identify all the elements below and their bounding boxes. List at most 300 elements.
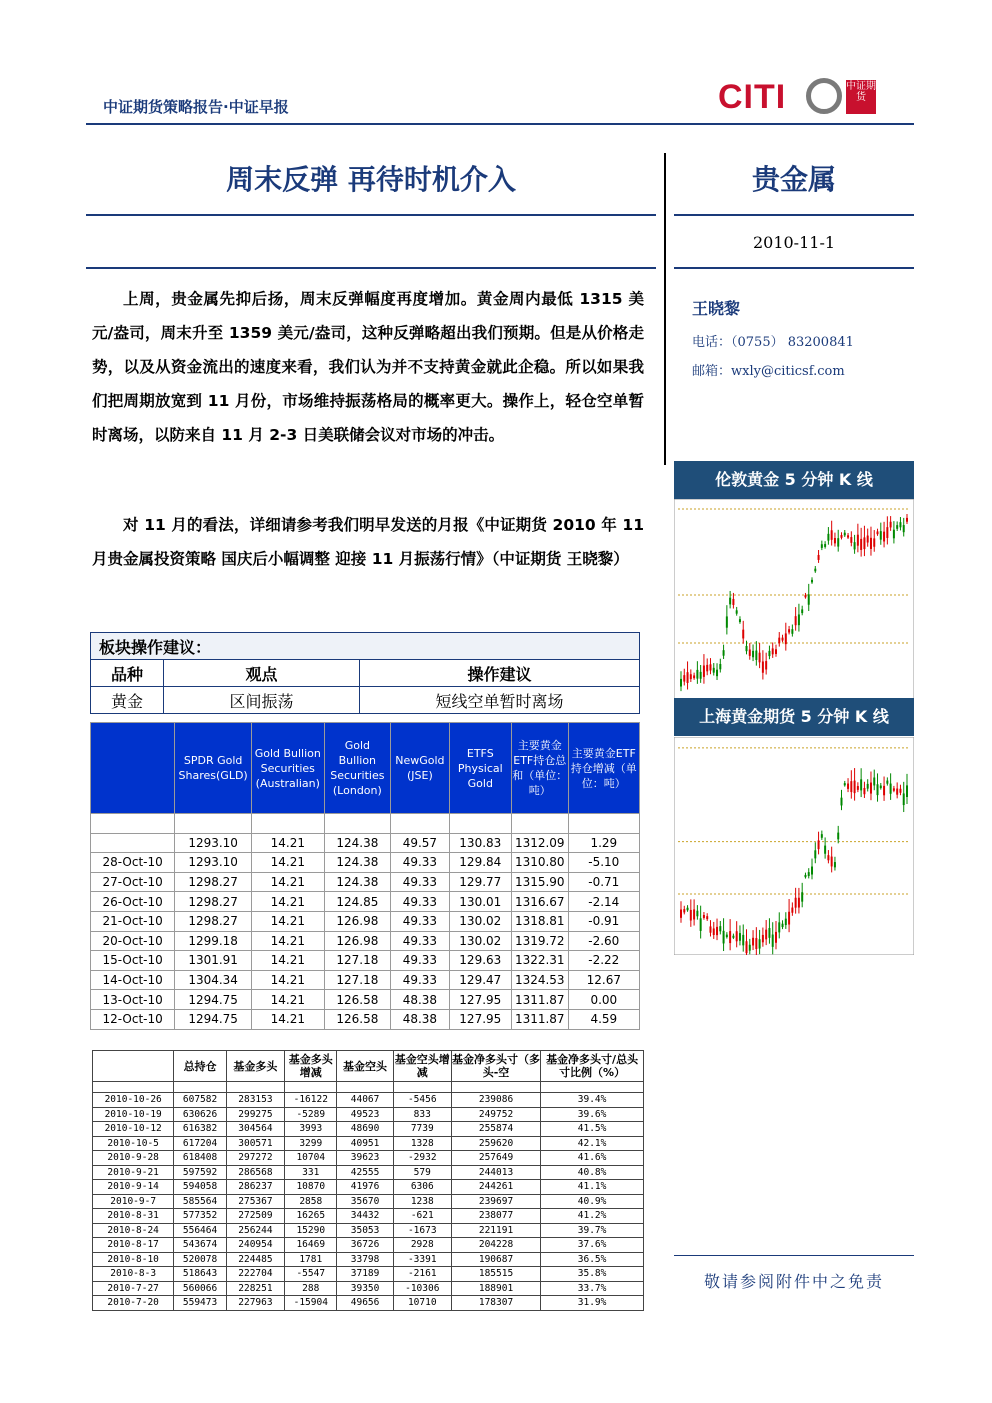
candle-body [863,788,865,794]
candle-body [906,785,908,797]
cftc-cell: 39.4% [541,1093,644,1108]
footer-rule [674,1255,914,1256]
candle-body [768,651,770,656]
etf-header-cell: Gold Bullion Securities (Australian) [251,723,324,814]
operation-caption: 板块操作建议： [91,633,640,660]
cftc-cell: 520078 [174,1252,226,1267]
candle-body [860,539,862,550]
cftc-cell: 41.2% [541,1209,644,1224]
candle-body [729,598,731,605]
candle-body [844,783,846,785]
table-row [93,1194,644,1209]
cftc-cell: 257649 [451,1151,540,1166]
cftc-header-cell: 基金净多头寸（多头-空 [451,1051,540,1082]
table-row [93,1136,644,1151]
cftc-cell: 16265 [285,1209,337,1224]
candle-body [877,531,879,534]
candle-body [765,661,767,669]
cftc-cell: 40.8% [541,1165,644,1180]
london-kline-chart [674,499,914,699]
etf-cell: 126.58 [324,990,390,1010]
table-row [93,1281,644,1296]
table-row [93,1093,644,1108]
candle-body [709,664,711,670]
table-row [93,1107,644,1122]
etf-cell: 21-Oct-10 [91,911,175,931]
ops-header-variety: 品种 [91,660,164,687]
etf-cell: 129.84 [449,853,511,873]
cftc-cell: 2858 [285,1194,337,1209]
table-row [93,1122,644,1137]
candle-body [690,910,692,921]
candle-body [870,783,872,794]
shanghai-kline-chart [674,737,914,955]
cftc-cell: -2161 [393,1267,451,1282]
cftc-cell: 1328 [393,1136,451,1151]
candle-body [719,664,721,669]
candle-body [890,522,892,528]
candle-body [746,941,748,953]
etf-header-cell [91,723,175,814]
candle-body [749,945,751,951]
etf-cell: 26-Oct-10 [91,892,175,912]
cftc-cell: 35053 [337,1223,393,1238]
cftc-cell: 10710 [393,1296,451,1311]
candle-body [775,932,777,943]
paragraph-text: 上周，贵金属先抑后扬，周末反弹幅度再度增加。黄金周内最低 1315 美元/盎司，周末升至 1359 美元/盎司，这种反弹略超出我们预期。但是从价格走势，以及从资金流出的速度来看，我们认为并不支持黄金就此企稳。所以如果我们把周期放宽到 11 月份，市场维持振荡格局的概率更大。操作上，轻仓空单暂时离场，以防来自 11 月 2-3 日美联储会议对市场的冲击。 [92,290,644,444]
etf-cell: 0.00 [568,990,639,1010]
etf-cell: 130.01 [449,892,511,912]
candle-body [726,616,728,627]
candle-body [693,909,695,919]
cftc-cell: 33.7% [541,1281,644,1296]
cftc-cell: 228251 [226,1281,284,1296]
ops-header-view: 观点 [164,660,360,687]
shanghai-kline-svg [674,737,914,955]
etf-cell: 126.58 [324,1009,390,1029]
cftc-cell: 239697 [451,1194,540,1209]
cftc-cell: 299275 [226,1107,284,1122]
etf-cell: 15-Oct-10 [91,951,175,971]
candle-body [886,781,888,784]
candle-body [883,532,885,542]
etf-cell: 127.95 [449,990,511,1010]
candle-body [703,665,705,676]
candle-body [752,938,754,946]
candle-body [831,857,833,867]
cftc-cell: 36.5% [541,1252,644,1267]
etf-cell: 48.38 [391,1009,450,1029]
sector-title: 贵金属 [751,163,836,196]
cftc-cell: 39.7% [541,1223,644,1238]
logo-wordmark: CITI [718,78,787,116]
candle-body [811,867,813,875]
candle-body [736,931,738,941]
cftc-cell: 238077 [451,1209,540,1224]
cftc-cell: 39623 [337,1151,393,1166]
candle-body [706,916,708,919]
candle-body [716,670,718,676]
table-row [91,814,640,834]
table-row [93,1165,644,1180]
ops-header-advice: 操作建议 [360,660,640,687]
etf-cell: 14.21 [251,872,324,892]
etf-cell: 1304.34 [175,970,252,990]
cftc-cell: 41.6% [541,1151,644,1166]
cftc-cell: 42.1% [541,1136,644,1151]
cftc-cell: 31.9% [541,1296,644,1311]
cftc-cell: 2010-10-5 [93,1136,174,1151]
candle-body [903,793,905,805]
candle-body [854,542,856,549]
ops-cell-advice: 短线空单暂时离场 [360,687,640,714]
candle-body [696,670,698,679]
cftc-cell: 556464 [174,1223,226,1238]
candle-body [795,898,797,908]
etf-cell: 49.33 [391,931,450,951]
etf-cell [324,814,390,834]
etf-cell: -0.91 [568,911,639,931]
candle-body [847,784,849,789]
cftc-cell: 40951 [337,1136,393,1151]
candle-body [893,530,895,539]
gold-etf-table [90,722,640,1030]
cftc-cell: 617204 [174,1136,226,1151]
shanghai-chart-header: 上海黄金期货 5 分钟 K 线 [674,698,914,736]
cftc-cell: 37189 [337,1267,393,1282]
etf-cell: -0.71 [568,872,639,892]
etf-cell: 49.33 [391,970,450,990]
etf-cell: 1294.75 [175,990,252,1010]
candle-body [791,908,793,913]
table-row [93,1180,644,1195]
cftc-cell: 49523 [337,1107,393,1122]
candle-body [827,855,829,860]
cftc-header-cell: 基金净多头寸/总头寸比例（%） [541,1051,644,1082]
cftc-cell: 48690 [337,1122,393,1137]
cftc-cell: 2010-10-12 [93,1122,174,1137]
cftc-header-cell [93,1051,174,1082]
title-rule-right [674,214,914,216]
candle-body [755,938,757,949]
cftc-cell: 585564 [174,1194,226,1209]
etf-cell: 1298.27 [175,872,252,892]
candle-body [700,918,702,931]
etf-cell: -2.22 [568,951,639,971]
cftc-cell: -3391 [393,1252,451,1267]
cftc-cell: 204228 [451,1238,540,1253]
cftc-cell: 2010-10-19 [93,1107,174,1122]
candle-body [860,779,862,790]
etf-cell: 49.33 [391,853,450,873]
candle-body [759,939,761,948]
cftc-cell: 616382 [174,1122,226,1137]
etf-cell: 27-Oct-10 [91,872,175,892]
etf-cell: 1293.10 [175,833,252,853]
candle-body [680,679,682,687]
candle-body [850,537,852,543]
author-phone: 电话：（0755） 83200841 [692,335,854,350]
candle-body [732,599,734,605]
etf-header-cell: NewGold (JSE) [391,723,450,814]
cftc-cell: 259620 [451,1136,540,1151]
cftc-cell: 1238 [393,1194,451,1209]
cftc-header-cell: 基金多头增减 [285,1051,337,1082]
etf-cell [91,833,175,853]
logo-box: 中证期货 [846,80,876,114]
cftc-cell: -16122 [285,1093,337,1108]
etf-cell: 1316.67 [511,892,568,912]
table-row [93,1238,644,1253]
cftc-cell: -5456 [393,1093,451,1108]
cftc-position-table [92,1050,644,1311]
cftc-cell: -10306 [393,1281,451,1296]
cftc-cell: 190687 [451,1252,540,1267]
cftc-cell: 35.8% [541,1267,644,1282]
cftc-cell: 249752 [451,1107,540,1122]
etf-cell: 1322.31 [511,951,568,971]
cftc-cell: 560066 [174,1281,226,1296]
cftc-cell: 300571 [226,1136,284,1151]
candle-body [877,784,879,795]
etf-cell: 14.21 [251,990,324,1010]
cftc-cell: 10704 [285,1151,337,1166]
etf-header-cell: Gold Bullion Securities (London) [324,723,390,814]
cftc-cell: 618408 [174,1151,226,1166]
cftc-cell: 224485 [226,1252,284,1267]
candle-body [768,928,770,938]
candle-body [723,650,725,656]
candle-body [899,522,901,527]
candle-body [778,638,780,644]
candle-body [687,908,689,911]
candle-body [850,781,852,792]
candle-body [716,927,718,935]
cftc-cell: 188901 [451,1281,540,1296]
etf-cell: 126.98 [324,911,390,931]
cftc-cell: 2010-7-27 [93,1281,174,1296]
candle-body [840,535,842,538]
candle-body [775,649,777,654]
candle-body [814,850,816,858]
candle-body [749,650,751,656]
etf-cell: 1298.27 [175,911,252,931]
candle-body [831,530,833,540]
etf-cell: 1298.27 [175,892,252,912]
etf-cell: 124.38 [324,833,390,853]
etf-cell [511,814,568,834]
table-row [91,872,640,892]
candle-body [847,535,849,537]
cftc-cell: 256244 [226,1223,284,1238]
etf-cell: 130.02 [449,911,511,931]
cftc-cell: 2010-8-3 [93,1267,174,1282]
candle-body [896,789,898,795]
cftc-header-cell: 基金空头 [337,1051,393,1082]
cftc-cell: 1781 [285,1252,337,1267]
cftc-cell: 41976 [337,1180,393,1195]
cftc-cell: -1673 [393,1223,451,1238]
cftc-cell: 597592 [174,1165,226,1180]
table-row [93,1223,644,1238]
date-rule-right [674,267,914,269]
etf-cell: 28-Oct-10 [91,853,175,873]
report-series-title: 中证期货策略报告·中证早报 [103,98,289,116]
candle-body [729,931,731,943]
cftc-cell: 41.1% [541,1180,644,1195]
etf-cell: 124.38 [324,853,390,873]
cftc-header-cell: 总持仓 [174,1051,226,1082]
etf-cell: 4.59 [568,1009,639,1029]
candle-body [867,536,869,543]
cftc-header-cell: 基金空头增减 [393,1051,451,1082]
cftc-cell: 518643 [174,1267,226,1282]
cftc-cell: 39350 [337,1281,393,1296]
cftc-cell: 222704 [226,1267,284,1282]
table-row [91,931,640,951]
header-rule [86,123,914,125]
etf-cell: -2.14 [568,892,639,912]
candle-body [713,668,715,673]
etf-cell [91,814,175,834]
cftc-cell: -15904 [285,1296,337,1311]
candle-body [690,674,692,679]
candle-body [818,555,820,560]
candle-body [801,609,803,613]
candle-body [693,675,695,678]
cftc-cell: 10870 [285,1180,337,1195]
etf-cell: 1293.10 [175,853,252,873]
cftc-cell: -2932 [393,1151,451,1166]
etf-cell: 127.18 [324,951,390,971]
cftc-cell: 178307 [451,1296,540,1311]
candle-body [742,630,744,639]
etf-cell [568,814,639,834]
candle-body [870,538,872,549]
cftc-cell: 2010-7-20 [93,1296,174,1311]
etf-cell: 1.29 [568,833,639,853]
etf-cell: 14.21 [251,911,324,931]
etf-cell: 14.21 [251,931,324,951]
table-row [91,833,640,853]
etf-cell: 49.33 [391,892,450,912]
etf-cell: 124.38 [324,872,390,892]
london-kline-svg [674,499,914,699]
author-name: 王晓黎 [692,299,741,318]
candle-body [821,834,823,838]
candle-body [680,910,682,918]
cftc-cell: 833 [393,1107,451,1122]
candle-body [683,909,685,912]
date-rule-left [86,267,656,269]
cftc-cell: 49656 [337,1296,393,1311]
cftc-cell: 2010-8-10 [93,1252,174,1267]
cftc-cell: 594058 [174,1180,226,1195]
etf-cell [449,814,511,834]
etf-cell: 14.21 [251,892,324,912]
candle-body [798,614,800,625]
etf-cell: 1311.87 [511,1009,568,1029]
author-email[interactable]: 邮箱：wxly@citicsf.com [692,364,845,379]
etf-cell: 129.63 [449,951,511,971]
candle-body [795,616,797,625]
candle-body [880,786,882,789]
cftc-cell: 239086 [451,1093,540,1108]
cftc-cell: 227963 [226,1296,284,1311]
candle-body [873,778,875,786]
etf-cell: 48.38 [391,990,450,1010]
etf-header-cell: 主要黄金ETF持仓总和（单位：吨） [511,723,568,814]
candle-body [742,935,744,945]
report-date: 2010-11-1 [752,233,836,252]
candle-body [804,595,806,597]
candle-body [755,651,757,660]
etf-header-cell: SPDR Gold Shares(GLD) [175,723,252,814]
etf-cell: 1301.91 [175,951,252,971]
etf-cell: -5.10 [568,853,639,873]
candle-body [883,786,885,795]
etf-header-cell: 主要黄金ETF持仓增减（单位：吨） [568,723,639,814]
candle-body [873,538,875,546]
cftc-cell: 607582 [174,1093,226,1108]
body-paragraph-1 [92,282,644,452]
cftc-cell: 16469 [285,1238,337,1253]
cftc-cell: 577352 [174,1209,226,1224]
cftc-cell: 244261 [451,1180,540,1195]
candle-body [837,538,839,546]
cftc-cell: 2928 [393,1238,451,1253]
candle-body [821,544,823,548]
cftc-cell: 2010-9-7 [93,1194,174,1209]
candle-body [788,629,790,632]
candle-body [834,538,836,543]
etf-cell: 130.83 [449,833,511,853]
column-divider [664,153,666,465]
candle-body [857,535,859,546]
candle-body [762,935,764,942]
etf-cell: 1324.53 [511,970,568,990]
candle-body [696,911,698,917]
candle-body [804,875,806,877]
candle-body [723,931,725,944]
candle-body [867,784,869,789]
etf-cell: 1312.09 [511,833,568,853]
table-row [91,990,640,1010]
candle-body [808,594,810,604]
cftc-cell: 304564 [226,1122,284,1137]
etf-cell: 130.02 [449,931,511,951]
cftc-cell: 630626 [174,1107,226,1122]
candle-body [811,580,813,583]
cftc-cell: 221191 [451,1223,540,1238]
etf-cell [391,814,450,834]
cftc-cell: 275367 [226,1194,284,1209]
cftc-cell: 543674 [174,1238,226,1253]
candle-body [818,840,820,849]
etf-cell: -2.60 [568,931,639,951]
cftc-cell: 15290 [285,1223,337,1238]
candle-body [834,862,836,867]
table-row [93,1252,644,1267]
candle-body [824,544,826,547]
cftc-cell: 37.6% [541,1238,644,1253]
table-row [93,1296,644,1311]
candle-body [732,936,734,938]
cftc-cell: 3299 [285,1136,337,1151]
cftc-cell: 2010-10-26 [93,1093,174,1108]
title-rule-left [86,214,656,216]
cftc-cell: 272509 [226,1209,284,1224]
